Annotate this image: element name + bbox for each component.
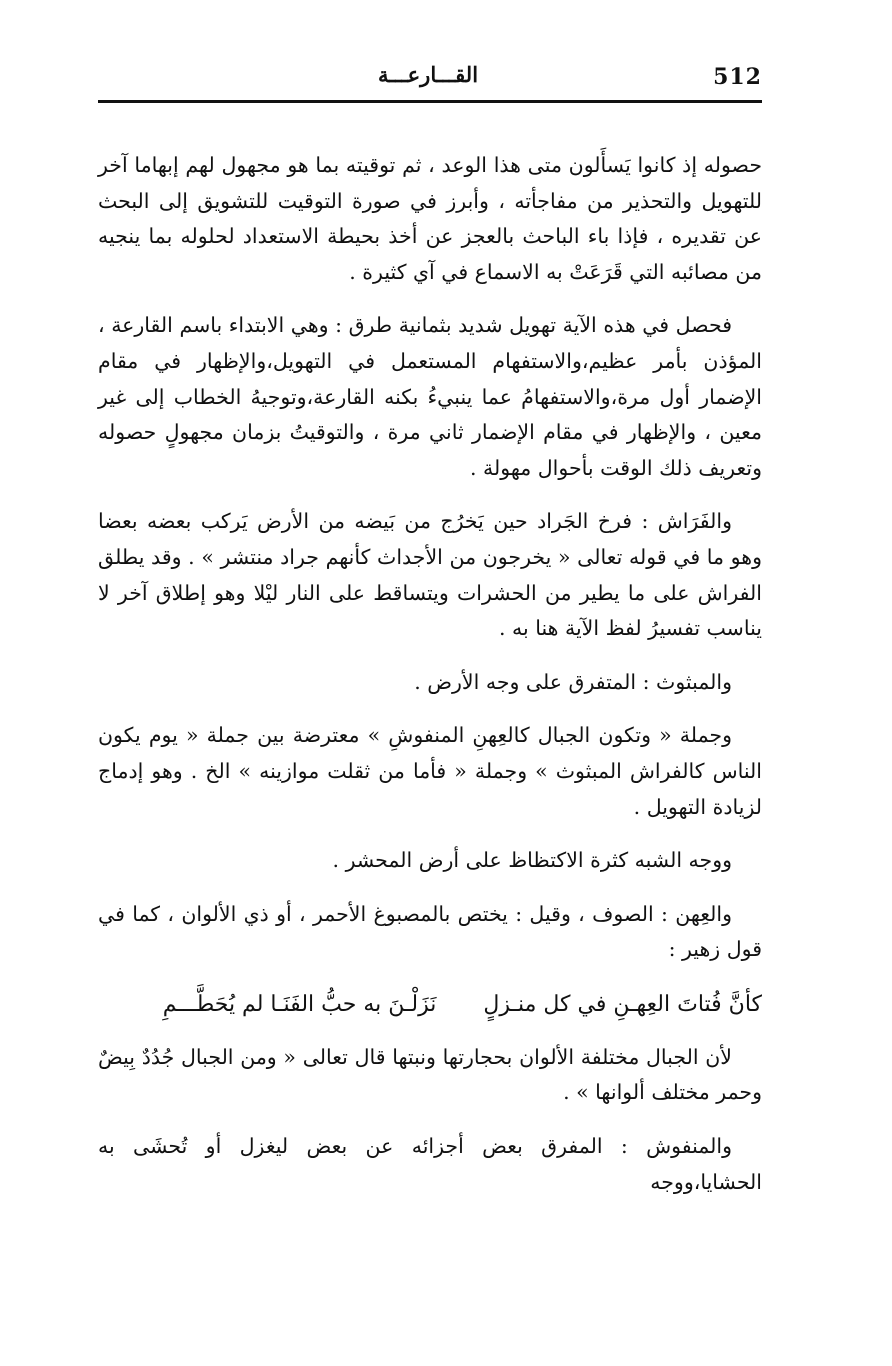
- page-header: [98, 62, 762, 96]
- paragraph: والمنفوش : المفرق بعض أجزائه عن بعض ليغزل أو تُحشَى به الحشايا،ووجه: [98, 1134, 762, 1194]
- paragraph: والمبثوث : المتفرق على وجه الأرض .: [414, 669, 732, 694]
- header-rule: [98, 100, 762, 103]
- paragraph: وجملة « وتكون الجبال كالعِهنِ المنفوشِ » معترضة بين جملة « يوم يكون الناس كالفراش المبثوث » وجملة « فأما من ثقلت موازينه » الخ . وهو إدماج لزيادة التهويل .: [98, 723, 762, 819]
- paragraph: فحصل في هذه الآية تهويل شديد بثمانية طرق : وهي الابتداء باسم القارعة ، المؤذن بأمر عظيم،والاستفهام المستعمل في التهويل،والإظهار في مقام الإضمار أول مرة،والاستفهامُ عما ينبيءُ بكنه القارعة،وتوجيهُ الخطاب إلى غير معين ، والإظهار في مقام الإضمار ثاني مرة ، والتوقيتُ بزمان مجهولٍ حصوله وتعريف ذلك الوقت بأحوال مهولة .: [98, 313, 762, 480]
- page-body: [98, 148, 762, 1218]
- verse-hemistich-2: نَزَلْـنَ به حبُّ الفَنَـا لم يُحَطَّـــمِ: [162, 991, 437, 1017]
- paragraph: حصوله إذ كانوا يَسأَلون متى هذا الوعد ، ثم توقيته بما هو مجهول لهم إبهاما آخر للتهويل والتحذير من مفاجأته ، وأبرز في صورة التوقيت للتشويق إلى البحث عن تقديره ، فإذا باء الباحث بالعجز عن أخذ بحيطة الاستعداد لحلوله بما ينجيه من مصائبه التي قَرَعَتْ به الاسماع في آي كثيرة .: [98, 153, 762, 284]
- poetry-verse: [98, 986, 762, 1024]
- paragraph: ووجه الشبه كثرة الاكتظاظ على أرض المحشر .: [332, 848, 732, 873]
- paragraph: لأن الجبال مختلفة الألوان بحجارتها ونبتها قال تعالى « ومن الجبال جُدُدٌ بِيضٌ وحمر مختلف ألوانها » .: [98, 1044, 762, 1105]
- page-number: 512: [713, 64, 762, 90]
- verse-hemistich-1: كأنَّ فُتاتَ العِهـنِ في كل منـزلٍ: [483, 991, 762, 1017]
- paragraph: والعِهن : الصوف ، وقيل : يختص بالمصبوغ الأحمر ، أو ذي الألوان ، كما في قول زهير :: [98, 901, 762, 962]
- running-title: القـــارعـــة: [377, 62, 479, 87]
- paragraph: والفَرَاش : فرخ الجَراد حين يَخرُج من بَيضه من الأرض يَركب بعضه بعضا وهو ما في قوله تعالى « يخرجون من الأجداث كأنهم جراد منتشر » . وقد يطلق الفراش على ما يطير من الحشرات ويتساقط على النار ليْلا وهو إطلاق آخر لا يناسب تفسيرُ لفظ الآية هنا به .: [98, 509, 762, 641]
